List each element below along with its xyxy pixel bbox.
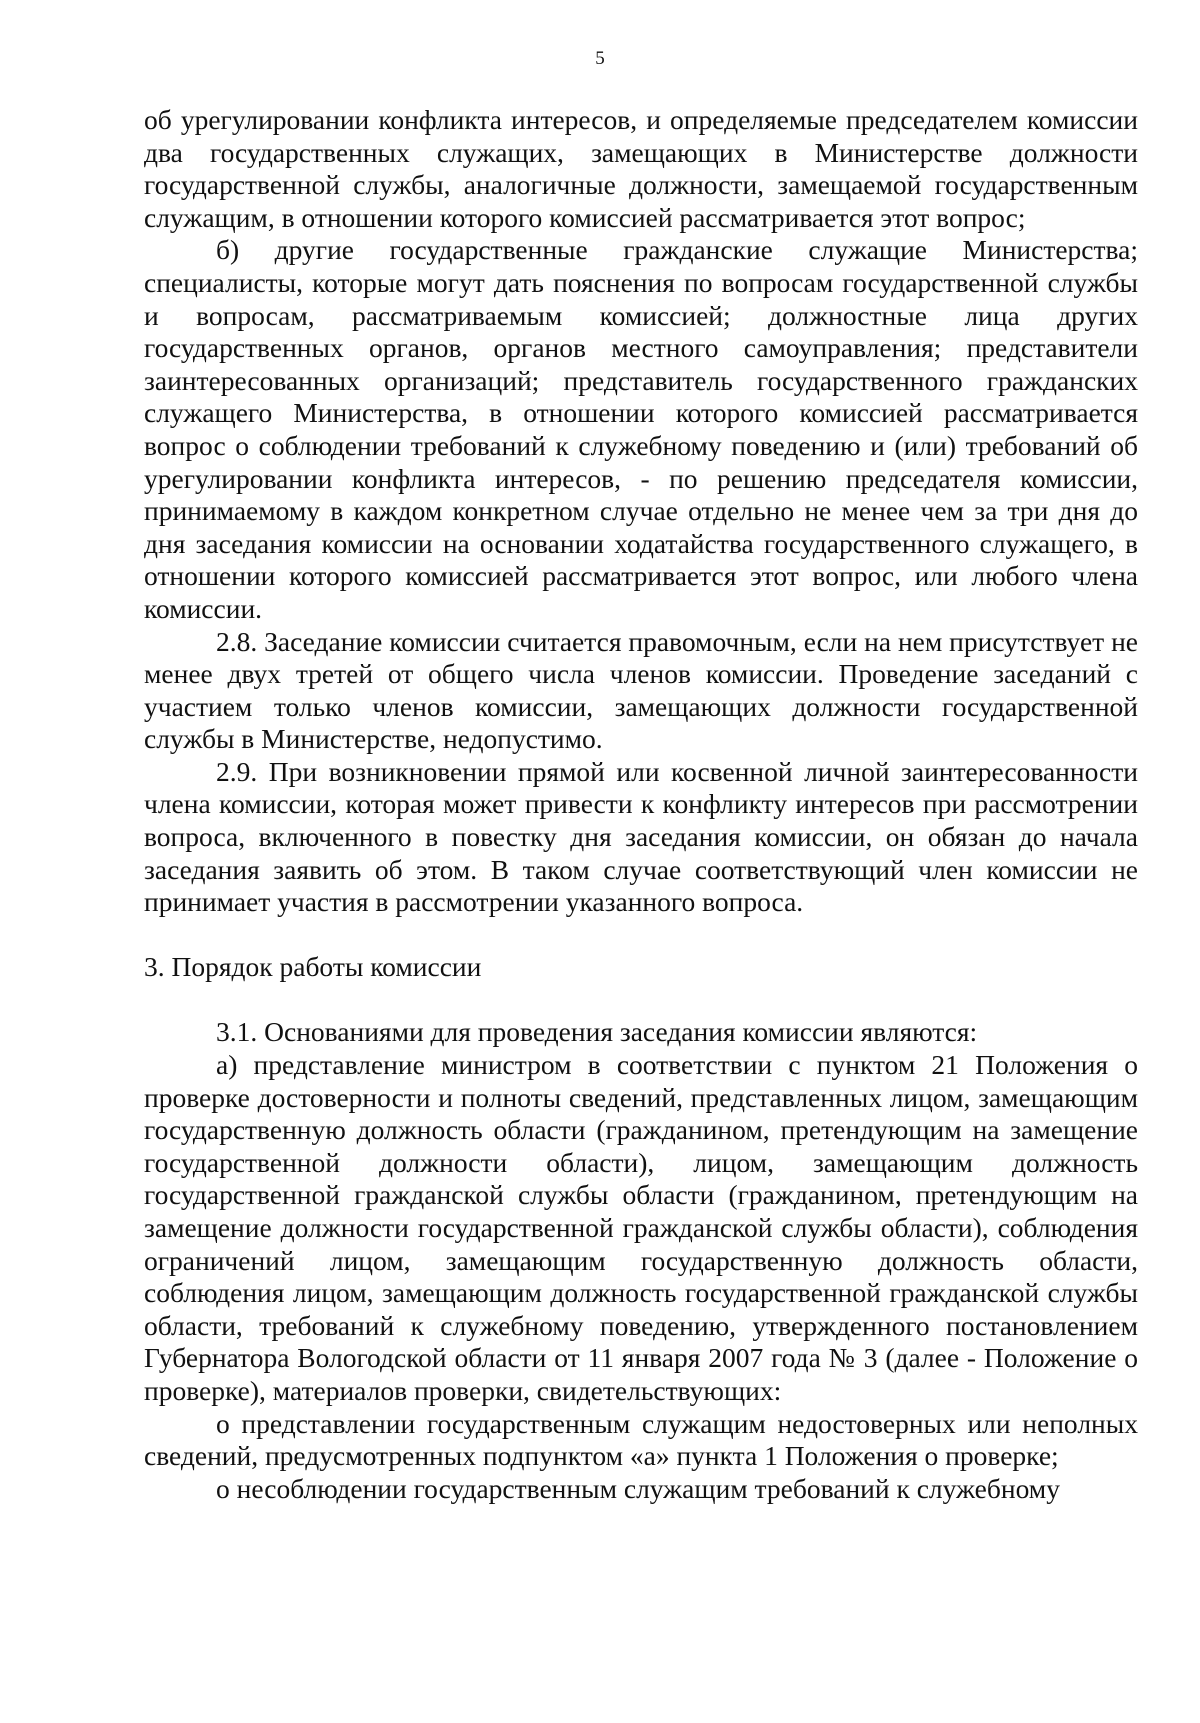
- paragraph-item-a: а) представление министром в соответствии с пунктом 21 Положения о проверке достоверности и полноты сведений, представленных лицом, замещающим государственную должность области (гражданином, претендующим на замещение государственной должности области), лицом, замещающим должность государственной гражданской службы области (гражданином, претендующим на замещение должности государственной гражданской службы области), соблюдения ограничений лицом, замещающим государственную должность области, соблюдения лицом, замещающим должность государственной гражданской службы области, требований к служебному поведению, утвержденного постановлением Губернатора Вологодской области от 11 января 2007 года № 3 (далее - Положение о проверке), материалов проверки, свидетельствующих:: [144, 1049, 1138, 1406]
- section-heading: 3. Порядок работы комиссии: [144, 950, 482, 982]
- paragraph-3-1: 3.1. Основаниями для проведения заседания комиссии являются:: [216, 1016, 978, 1048]
- paragraph-item-b: б) другие государственные гражданские служащие Министерства; специалисты, которые могут дать пояснения по вопросам государственной службы и вопросам, рассматриваемым комиссией; должностные лица других государственных органов, органов местного самоуправления; представители заинтересованных организаций; представитель государственного гражданских служащего Министерства, в отношении которого комиссией рассматривается вопрос о соблюдении требований к служебному поведению и (или) требований об урегулировании конфликта интересов, - по решению председателя комиссии, принимаемому в каждом конкретном случае отдельно не менее чем за три дня до дня заседания комиссии на основании ходатайства государственного служащего, в отношении которого комиссией рассматривается этот вопрос, или любого члена комиссии.: [144, 234, 1138, 624]
- paragraph-continuation: об урегулировании конфликта интересов, и определяемые председателем комиссии два государственных служащих, замещающих в Министерстве должности государственной службы, аналогичные должности, замещаемой государственным служащим, в отношении которого комиссией рассматривается этот вопрос;: [144, 104, 1138, 233]
- paragraph-bullet-2: о несоблюдении государственным служащим требований к служебному: [216, 1472, 1060, 1504]
- page-number: 5: [595, 48, 605, 69]
- paragraph-2-9: 2.9. При возникновении прямой или косвенной личной заинтересованности члена комиссии, которая может привести к конфликту интересов при рассмотрении вопроса, включенного в повестку дня заседания комиссии, он обязан до начала заседания заявить об этом. В таком случае соответствующий член комиссии не принимает участия в рассмотрении указанного вопроса.: [144, 755, 1138, 918]
- paragraph-bullet-1: о представлении государственным служащим недостоверных или неполных сведений, предусмотренных подпунктом «а» пункта 1 Положения о проверке;: [144, 1407, 1138, 1472]
- document-body: [144, 104, 1138, 1505]
- paragraph-2-8: 2.8. Заседание комиссии считается правомочным, если на нем присутствует не менее двух третей от общего числа членов комиссии. Проведение заседаний с участием только членов комиссии, замещающих должности государственной службы в Министерстве, недопустимо.: [144, 625, 1138, 755]
